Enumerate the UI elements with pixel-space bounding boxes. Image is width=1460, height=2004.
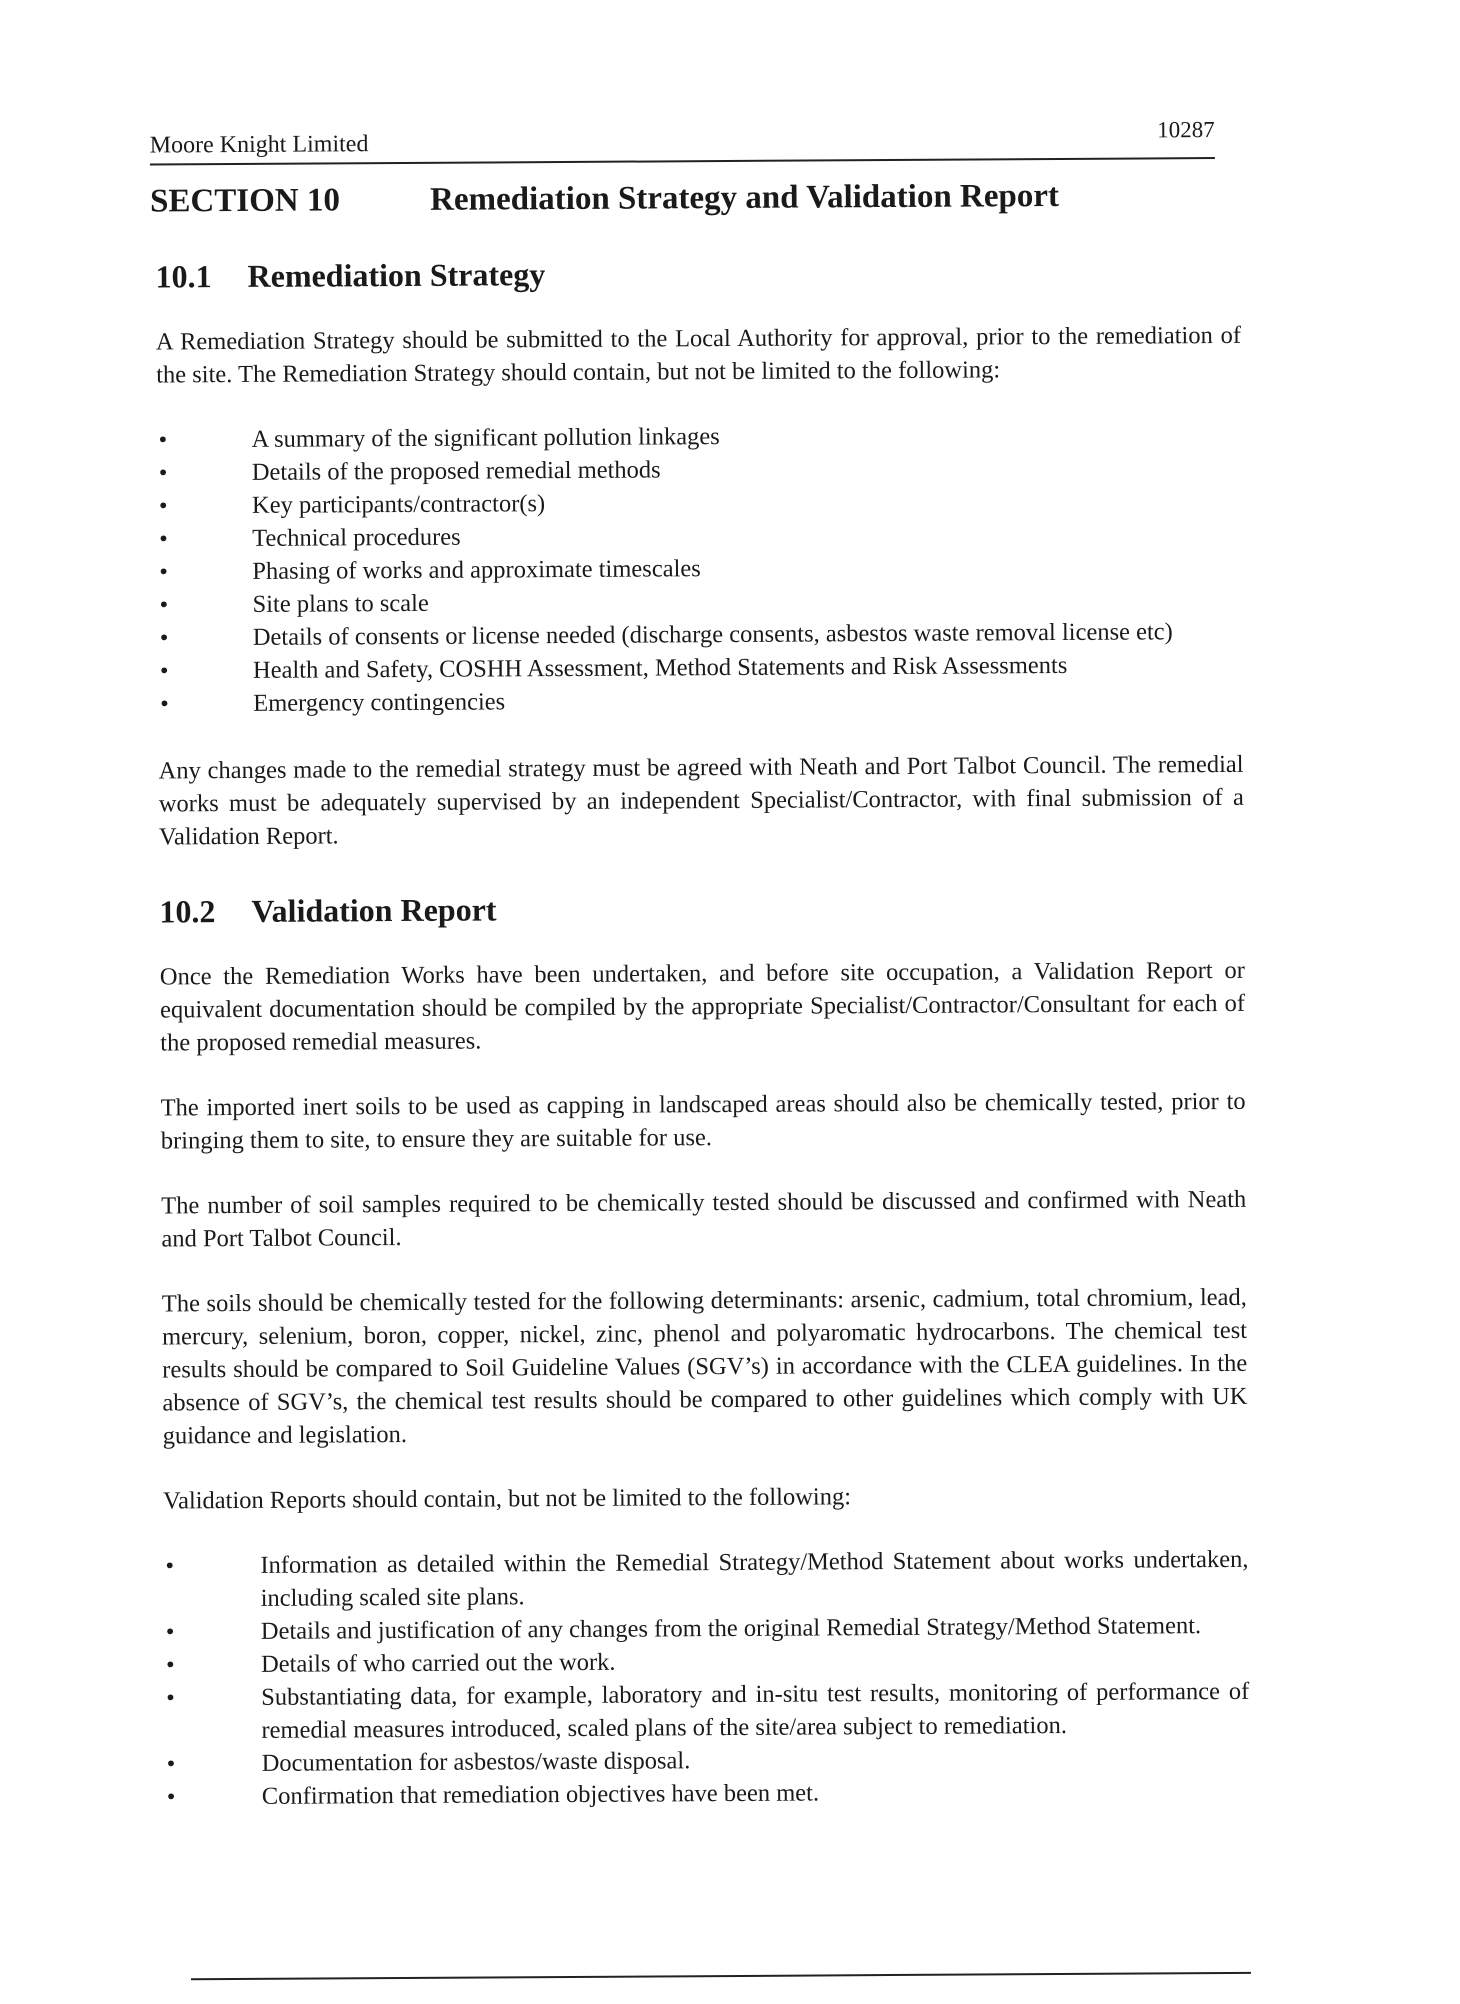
list-item: • Details and justification of any changes from the original Remedial Strategy/Method Statement. (164, 1609, 1249, 1649)
list-item: • Details of consents or license needed (discharge consents, asbestos waste removal license etc) (158, 615, 1243, 655)
bullet-icon: • (166, 1684, 175, 1712)
list-item: • Emergency contingencies (158, 681, 1243, 721)
remediation-intro-paragraph: A Remediation Strategy should be submitted to the Local Authority for approval, prior to the remediation of the site. The Remediation Strategy should contain, but not be limited to the following: (155, 321, 1242, 389)
subsection-number: 10.2 (159, 893, 216, 930)
subsection-title: Remediation Strategy (247, 256, 546, 294)
bullet-icon: • (165, 1651, 175, 1679)
subsection-number: 10.1 (155, 258, 212, 295)
bullet-icon: • (159, 558, 169, 586)
validation-paragraph: Validation Reports should contain, but not be limited to the following: (162, 1483, 852, 1515)
list-item: • Details of the proposed remedial methods (157, 450, 1242, 490)
validation-report-list (163, 1543, 1250, 1814)
list-item: • A summary of the significant pollution linkages (156, 417, 1241, 457)
section-number: SECTION 10 (150, 182, 341, 220)
bullet-icon: • (158, 459, 168, 487)
list-item: • Health and Safety, COSHH Assessment, Method Statements and Risk Assessments (158, 648, 1243, 688)
list-item: • Documentation for asbestos/waste disposal. (165, 1741, 1250, 1781)
validation-paragraph: Once the Remediation Works have been undertaken, and before site occupation, a Validation Report or equivalent documentation should be compiled by the appropriate Specialist/Contractor/Consultant for each of the proposed remedial measures. (159, 956, 1246, 1057)
list-item: • Confirmation that remediation objectives have been met. (165, 1774, 1250, 1814)
subsection-title: Validation Report (251, 891, 497, 929)
list-item: • Technical procedures (157, 516, 1242, 556)
remediation-closing-paragraph: Any changes made to the remedial strategy must be agreed with Neath and Port Talbot Council. The remedial works must be adequately supervised by an independent Specialist/Contractor, with final submission of a Validation Report. (158, 750, 1244, 851)
bullet-icon: • (159, 591, 169, 619)
validation-paragraph: The soils should be chemically tested for the following determinants: arsenic, cadmium, total chromium, lead, mercury, selenium, boron, copper, nickel, zinc, phenol and polyaromatic hydrocarbons. The chemical test results should be compared to Soil Guideline Values (SGV’s) in accordance with the CLEA guidelines. In the absence of SGV’s, the chemical test results should be compared to other guidelines which comply with UK guidance and legislation. (161, 1283, 1248, 1450)
bullet-icon: • (166, 1783, 176, 1811)
document-number: 10287 (1157, 117, 1215, 143)
subsection-heading-validation-report (159, 887, 1244, 931)
bullet-icon: • (158, 492, 168, 520)
company-name: Moore Knight Limited (149, 131, 369, 159)
bullet-icon: • (165, 1618, 175, 1646)
subsection-heading-remediation-strategy (155, 252, 1240, 296)
section-heading (150, 178, 1059, 221)
validation-paragraph: The number of soil samples required to be chemically tested should be discussed and confirmed with Neath and Port Talbot Council. (161, 1185, 1247, 1253)
remediation-strategy-list (156, 417, 1243, 721)
list-item: • Substantiating data, for example, laboratory and in-situ test results, monitoring of performance of remedial measures introduced, scaled plans of the site/area subject to remediation. (166, 1677, 1250, 1744)
bullet-icon: • (166, 1750, 176, 1778)
bullet-icon: • (159, 657, 169, 685)
bullet-icon: • (159, 624, 169, 652)
list-item: • Phasing of works and approximate timescales (157, 549, 1242, 589)
list-item: • Key participants/contractor(s) (157, 483, 1242, 523)
document-body (155, 252, 1250, 1848)
section-title: Remediation Strategy and Validation Report (429, 177, 1060, 218)
bullet-icon: • (159, 525, 168, 553)
bullet-icon: • (158, 426, 168, 454)
bullet-icon: • (160, 690, 169, 718)
list-item: • Site plans to scale (157, 582, 1242, 622)
list-item: • Information as detailed within the Remedial Strategy/Method Statement about works undertaken, including scaled site plans. (165, 1545, 1249, 1612)
bullet-icon: • (165, 1552, 175, 1580)
list-item: • Details of who carried out the work. (164, 1642, 1249, 1682)
page-header (150, 117, 1215, 166)
validation-paragraph: The imported inert soils to be used as capping in landscaped areas should also be chemically tested, prior to bringing them to site, to ensure they are suitable for use. (160, 1087, 1246, 1155)
footer-divider (191, 1972, 1251, 1980)
